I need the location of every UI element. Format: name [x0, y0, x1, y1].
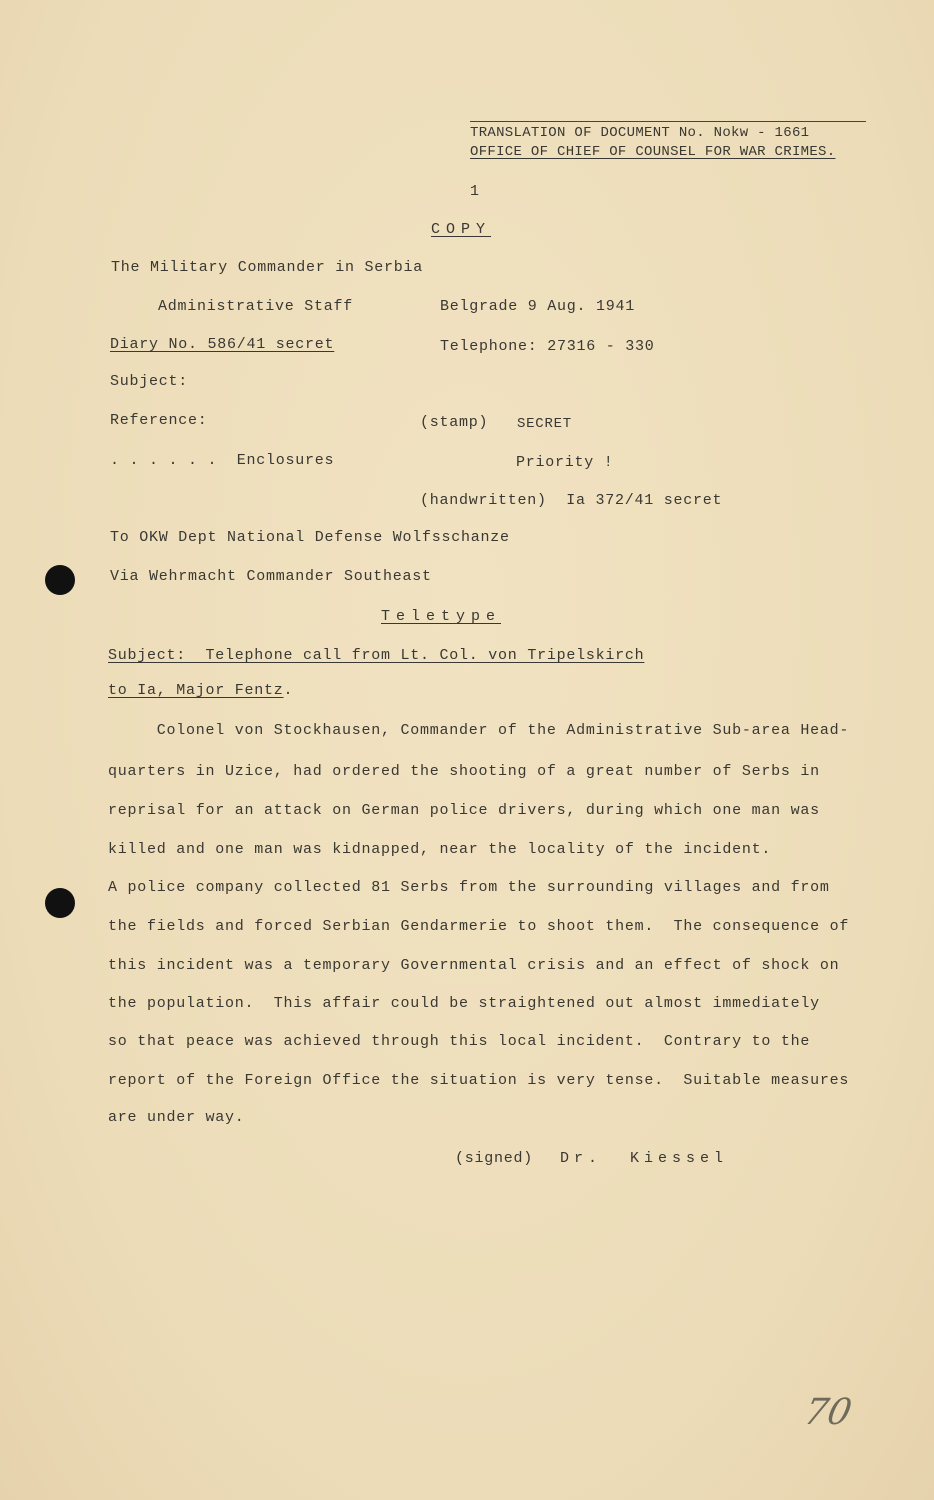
reference-label: Reference:	[110, 412, 208, 429]
header-line-1: TRANSLATION OF DOCUMENT No. Nokw - 1661	[470, 125, 810, 141]
subject-label: Subject:	[110, 373, 189, 390]
priority: Priority !	[516, 454, 614, 471]
sender: The Military Commander in Serbia	[111, 259, 424, 276]
subject-line-1: Subject: Telephone call from Lt. Col. von Tripelskirch	[108, 647, 645, 664]
body-line: report of the Foreign Office the situation is very tense. Suitable measures	[108, 1072, 850, 1089]
body-line: are under way.	[108, 1109, 245, 1126]
copy-label: COPY	[431, 221, 492, 238]
punch-hole	[45, 565, 75, 595]
signer: Dr. Kiessel	[560, 1150, 729, 1167]
punch-hole	[45, 888, 75, 918]
handwritten-note: (handwritten) Ia 372/41 secret	[420, 492, 723, 509]
teletype-heading: Teletype	[381, 608, 502, 625]
header-line-2: OFFICE OF CHIEF OF COUNSEL FOR WAR CRIMES.	[470, 144, 836, 160]
enclosures: . . . . . . Enclosures	[110, 452, 335, 469]
header-rule	[470, 121, 866, 122]
page-number: 1	[470, 183, 480, 200]
to-line: To OKW Dept National Defense Wolfsschanze	[110, 529, 510, 546]
stamp-note: (stamp)	[420, 414, 489, 431]
body-line: reprisal for an attack on German police drivers, during which one man was	[108, 802, 820, 819]
diary-number: Diary No. 586/41 secret	[110, 336, 335, 353]
body-line: A police company collected 81 Serbs from the surrounding villages and from	[108, 879, 830, 896]
place-date: Belgrade 9 Aug. 1941	[440, 298, 636, 315]
stamp-text: SECRET	[517, 416, 572, 432]
document-page: TRANSLATION OF DOCUMENT No. Nokw - 1661 OFFICE OF CHIEF OF COUNSEL FOR WAR CRIMES. 1 COPY The Military Commander in Serbia Administrative Staff Belgrade 9 Aug. 1941 Diary No. 586/41 secret Telephone: 27316 - 330 Subject: Reference: (stamp) SECRET . . . . . . Enclosures Priority ! (handwritten) Ia 372/41 secret To OKW Dept National Defense Wolfsschanze Via Wehrmacht Commander Southeast Teletype Subject: Telephone call from Lt. Col. von Tripelskirch to Ia, Major Fentz. Colonel von Stockhausen, Commander of the Administrative Sub-area Head- quarters in Uzice, had ordered the shooting of a great number of Serbs in reprisal for an attack on German police drivers, during which one man was killed and one man was kidnapped, near the locality of the incident. A police company collected 81 Serbs from the surrounding villages and from the fields and forced Serbian Gendarmerie to shoot them. The consequence of this incident was a temporary Governmental crisis and an effect of shock on the population. This affair could be straightened out almost immediately so that peace was achieved through this local incident. Contrary to the report of the Foreign Office the situation is very tense. Suitable measures are under way. (signed) Dr. Kiessel 70	[0, 0, 934, 1500]
subject-line-2: to Ia, Major Fentz	[108, 682, 284, 699]
body-line: so that peace was achieved through this local incident. Contrary to the	[108, 1033, 811, 1050]
body-line: this incident was a temporary Governmental crisis and an effect of shock on	[108, 957, 840, 974]
telephone: Telephone: 27316 - 330	[440, 338, 655, 355]
body-line: the fields and forced Serbian Gendarmerie to shoot them. The consequence of	[108, 918, 850, 935]
body-line: Colonel von Stockhausen, Commander of the Administrative Sub-area Head-	[108, 722, 850, 739]
handwritten-page-number: 70	[800, 1392, 856, 1433]
body-line: the population. This affair could be straightened out almost immediately	[108, 995, 820, 1012]
staff: Administrative Staff	[158, 298, 354, 315]
body-line: killed and one man was kidnapped, near the locality of the incident.	[108, 841, 772, 858]
via-line: Via Wehrmacht Commander Southeast	[110, 568, 432, 585]
signed-label: (signed)	[455, 1150, 534, 1167]
body-line: quarters in Uzice, had ordered the shooting of a great number of Serbs in	[108, 763, 820, 780]
